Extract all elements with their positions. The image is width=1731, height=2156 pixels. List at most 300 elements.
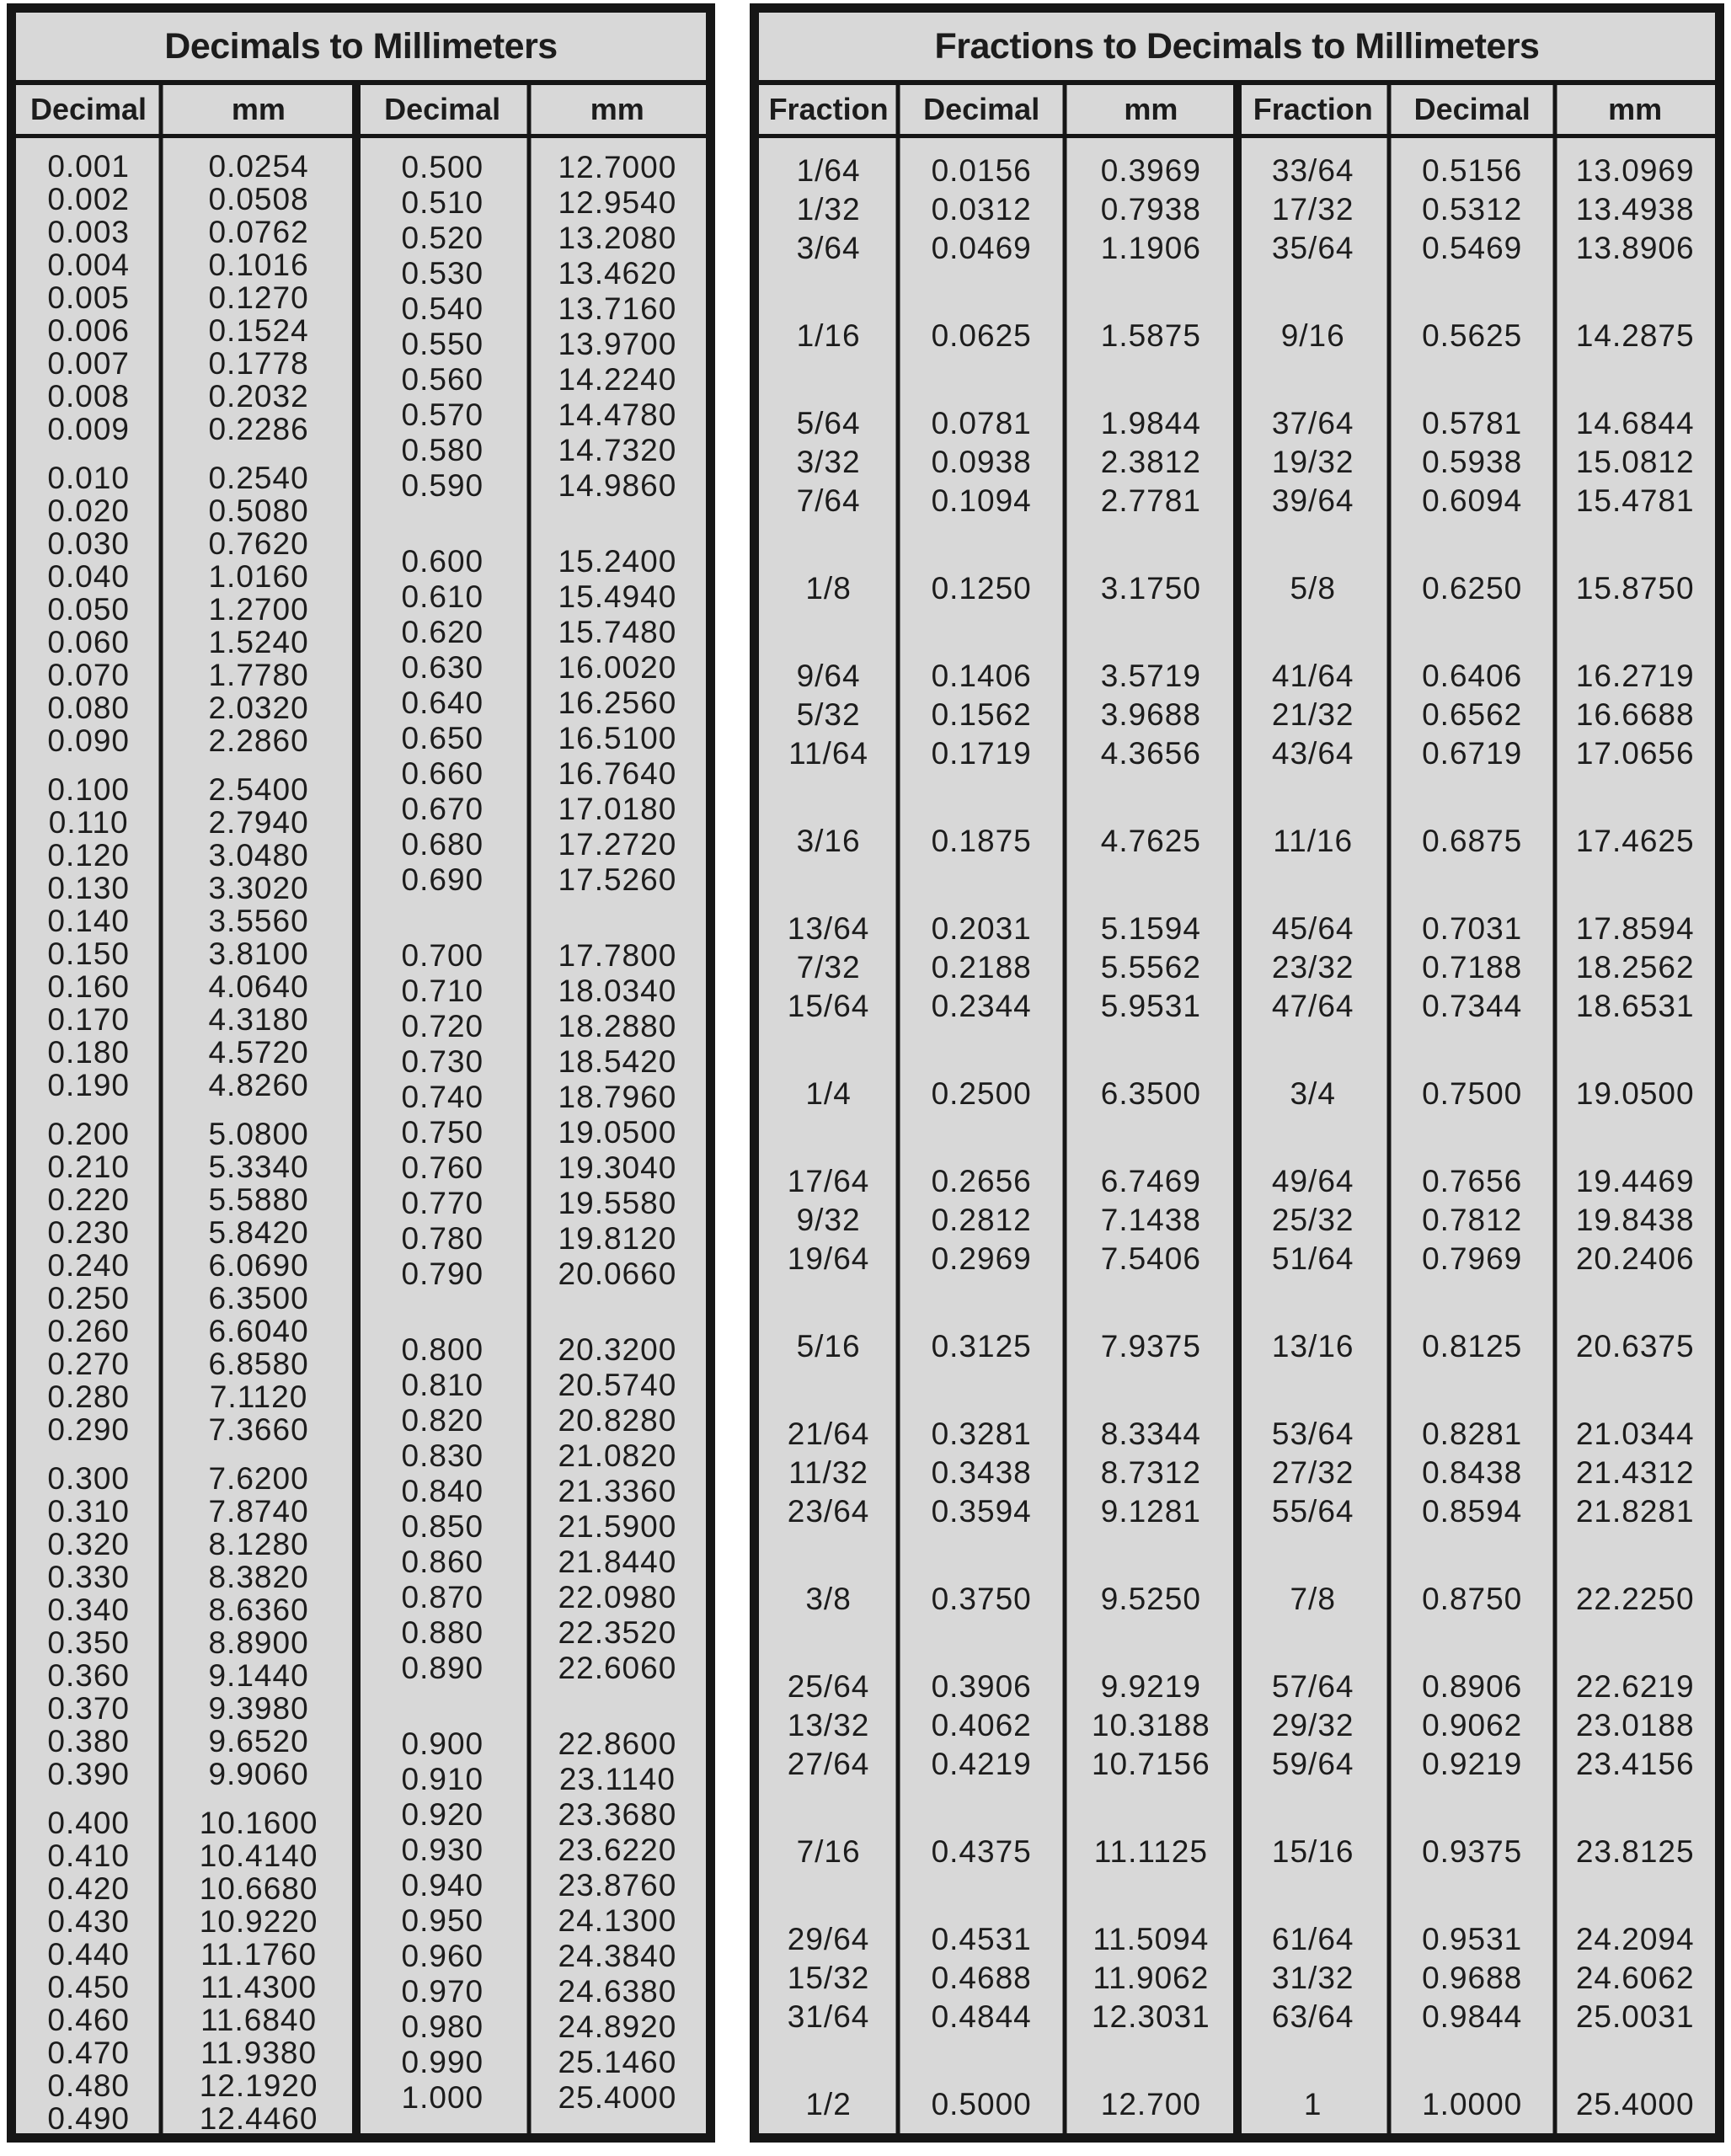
mm-value: 22.0980 — [558, 1580, 677, 1614]
table-grid — [759, 85, 1715, 2133]
row-block — [356, 1726, 706, 2116]
conversion-row — [16, 659, 356, 691]
mm-value: 13.8906 — [1575, 231, 1695, 265]
decimal-value: 0.1719 — [931, 736, 1032, 771]
mm-value: 11.1760 — [200, 1936, 318, 1972]
decimal-value: 0.040 — [47, 558, 130, 594]
decimal-value: 0.180 — [47, 1034, 130, 1070]
decimal-value: 0.990 — [401, 2045, 484, 2079]
fraction-value: 23/64 — [787, 1494, 870, 1529]
mm-value: 0.0762 — [208, 214, 309, 249]
fraction-value: 27/64 — [787, 1747, 870, 1781]
mm-value: 11.5094 — [1093, 1922, 1210, 1956]
conversion-row — [759, 1706, 1715, 1745]
mm-value: 9.1440 — [208, 1657, 309, 1693]
mm-value: 2.2860 — [208, 723, 309, 758]
conversion-row — [16, 1462, 356, 1495]
mm-value: 12.700 — [1100, 2087, 1201, 2121]
conversion-row — [16, 806, 356, 839]
conversion-row — [16, 314, 356, 347]
conversion-row — [356, 291, 706, 327]
conversion-row — [356, 1762, 706, 1797]
conversion-row — [356, 579, 706, 615]
decimal-value: 0.400 — [47, 1805, 130, 1840]
mm-value: 21.0344 — [1575, 1417, 1695, 1451]
fraction-value: 19/64 — [787, 1241, 870, 1276]
conversion-row — [16, 1003, 356, 1036]
mm-value: 1.5875 — [1100, 318, 1201, 353]
conversion-row — [16, 183, 356, 216]
column-header: Decimal — [1413, 92, 1531, 126]
fraction-value: 7/32 — [796, 950, 861, 985]
conversion-row — [16, 1938, 356, 1971]
conversion-row — [16, 527, 356, 560]
decimal-value: 0.0156 — [931, 153, 1032, 188]
decimal-value: 0.190 — [47, 1067, 130, 1102]
row-group — [759, 569, 1715, 608]
conversion-row — [759, 443, 1715, 482]
mm-value: 20.2406 — [1575, 1241, 1695, 1276]
decimal-value: 0.920 — [401, 1797, 484, 1832]
conversion-row — [759, 1075, 1715, 1113]
conversion-row — [16, 347, 356, 380]
decimal-value: 0.870 — [401, 1580, 484, 1614]
mm-value: 3.5560 — [208, 903, 309, 938]
mm-value: 5.9531 — [1100, 989, 1201, 1023]
fraction-value: 9/32 — [796, 1203, 861, 1237]
decimal-value: 0.500 — [401, 150, 484, 184]
conversion-row — [356, 1903, 706, 1939]
fraction-value: 7/64 — [796, 483, 861, 518]
mm-value: 3.8100 — [208, 936, 309, 971]
mm-value: 1.9844 — [1100, 406, 1201, 440]
conversion-row — [759, 987, 1715, 1026]
conversion-row — [16, 413, 356, 446]
fraction-value: 21/32 — [1271, 697, 1354, 732]
mm-value: 9.1281 — [1100, 1494, 1201, 1529]
fraction-value: 29/64 — [787, 1922, 870, 1956]
mm-value: 18.6531 — [1575, 989, 1695, 1023]
decimal-value: 0.6875 — [1422, 824, 1523, 858]
decimal-value: 0.140 — [47, 903, 130, 938]
mm-value: 0.2540 — [208, 460, 309, 495]
mm-value: 14.7320 — [558, 433, 677, 467]
decimal-value: 0.1562 — [931, 697, 1032, 732]
decimal-value: 0.3125 — [931, 1329, 1032, 1364]
decimal-value: 0.002 — [47, 181, 130, 216]
fraction-value: 19/32 — [1271, 445, 1354, 479]
decimal-value: 0.2969 — [931, 1241, 1032, 1276]
decimal-value: 0.240 — [47, 1247, 130, 1283]
mm-value: 0.0508 — [208, 181, 309, 216]
mm-value: 24.2094 — [1575, 1922, 1695, 1956]
mm-value: 17.5260 — [558, 862, 677, 897]
mm-value: 0.1778 — [208, 345, 309, 381]
fraction-value: 1/8 — [805, 571, 852, 606]
mm-value: 5.8420 — [208, 1214, 309, 1250]
mm-value: 11.4300 — [200, 1969, 318, 2004]
mm-value: 17.4625 — [1575, 824, 1695, 858]
mm-value: 12.1920 — [199, 2068, 318, 2103]
mm-value: 2.0320 — [208, 690, 309, 725]
decimal-value: 0.520 — [401, 221, 484, 255]
conversion-row — [356, 221, 706, 256]
decimal-value: 0.2031 — [931, 911, 1032, 946]
decimal-value: 0.970 — [401, 1974, 484, 2009]
mm-value: 23.3680 — [558, 1797, 677, 1832]
conversion-row — [759, 734, 1715, 773]
conversion-row — [356, 256, 706, 291]
mm-value: 15.2400 — [558, 544, 677, 579]
fraction-value: 15/16 — [1271, 1834, 1354, 1869]
mm-value: 12.9540 — [558, 185, 677, 220]
decimal-value: 0.9531 — [1422, 1922, 1523, 1956]
decimal-value: 0.670 — [401, 792, 484, 826]
mm-value: 18.0340 — [558, 974, 677, 1008]
conversion-row — [356, 1115, 706, 1150]
mm-value: 0.3969 — [1100, 153, 1201, 188]
conversion-row — [759, 482, 1715, 520]
fraction-value: 1/16 — [796, 318, 861, 353]
decimal-value: 0.660 — [401, 756, 484, 791]
conversion-row — [356, 938, 706, 974]
conversion-row — [16, 839, 356, 872]
mm-value: 14.9860 — [558, 468, 677, 503]
mm-value: 0.1270 — [208, 280, 309, 315]
mm-value: 15.8750 — [1575, 571, 1695, 606]
mm-value: 21.8440 — [558, 1545, 677, 1579]
mm-value: 12.4460 — [199, 2100, 318, 2133]
mm-value: 16.2719 — [1575, 659, 1695, 693]
decimal-value: 0.910 — [401, 1762, 484, 1796]
mm-value: 3.9688 — [1100, 697, 1201, 732]
decimal-value: 0.2188 — [931, 950, 1032, 985]
conversion-row — [356, 1797, 706, 1833]
mm-value: 21.3360 — [558, 1474, 677, 1508]
mm-value: 0.1016 — [208, 247, 309, 282]
mm-value: 20.8280 — [558, 1403, 677, 1438]
mm-value: 15.7480 — [558, 615, 677, 649]
conversion-row — [356, 1332, 706, 1368]
conversion-row — [759, 910, 1715, 948]
fraction-value: 49/64 — [1271, 1164, 1354, 1198]
mm-value: 7.1120 — [209, 1379, 308, 1414]
conversion-row — [356, 1150, 706, 1186]
mm-value: 3.3020 — [208, 870, 309, 905]
conversion-row — [16, 216, 356, 248]
mm-value: 18.2562 — [1575, 950, 1695, 985]
fraction-value: 21/64 — [787, 1417, 870, 1451]
mm-value: 6.6040 — [208, 1313, 309, 1348]
decimal-value: 0.950 — [401, 1903, 484, 1938]
decimal-value: 0.4062 — [931, 1708, 1032, 1742]
decimal-value: 0.060 — [47, 624, 130, 659]
decimal-value: 0.009 — [47, 411, 130, 446]
conversion-row — [16, 724, 356, 757]
fraction-value: 15/64 — [787, 989, 870, 1023]
fraction-value: 9/64 — [796, 659, 861, 693]
mm-value: 4.7625 — [1100, 824, 1201, 858]
decimal-value: 0.380 — [47, 1723, 130, 1758]
decimal-value: 0.450 — [47, 1969, 130, 2004]
fraction-value: 7/16 — [796, 1834, 861, 1869]
decimal-value: 0.080 — [47, 690, 130, 725]
decimal-value: 0.640 — [401, 686, 484, 720]
conversion-row — [356, 2080, 706, 2116]
mm-value: 23.8125 — [1575, 1834, 1695, 1869]
conversion-row — [356, 1726, 706, 1762]
conversion-row — [16, 150, 356, 183]
conversion-row — [759, 1580, 1715, 1619]
conversion-row — [759, 1998, 1715, 2036]
row-group — [759, 1415, 1715, 1531]
fraction-value: 25/32 — [1271, 1203, 1354, 1237]
fractions-to-decimals-to-mm-table — [750, 3, 1724, 2143]
decimal-value: 0.9062 — [1422, 1708, 1523, 1742]
conversion-row — [759, 1327, 1715, 1366]
conversion-row — [356, 362, 706, 398]
conversion-row — [759, 190, 1715, 229]
decimal-value: 0.1094 — [931, 483, 1032, 518]
row-block — [16, 773, 356, 1102]
decimal-value: 0.4844 — [931, 1999, 1032, 2034]
mm-value: 24.6062 — [1575, 1961, 1695, 1995]
conversion-row — [759, 1415, 1715, 1454]
mm-value: 1.5240 — [208, 624, 309, 659]
mm-value: 13.0969 — [1575, 153, 1695, 188]
conversion-row — [759, 229, 1715, 268]
mm-value: 4.5720 — [208, 1034, 309, 1070]
mm-value: 22.3520 — [558, 1615, 677, 1650]
decimal-value: 0.440 — [47, 1936, 130, 1972]
mm-value: 19.0500 — [1575, 1076, 1695, 1111]
conversion-row — [759, 569, 1715, 608]
table-title: Decimals to Millimeters — [164, 25, 558, 67]
decimal-value: 0.700 — [401, 938, 484, 973]
decimal-value: 0.720 — [401, 1009, 484, 1043]
mm-value: 17.0656 — [1575, 736, 1695, 771]
conversion-row — [356, 433, 706, 468]
conversion-row — [356, 1009, 706, 1044]
mm-value: 0.7620 — [208, 526, 309, 561]
decimal-value: 1.000 — [401, 2080, 484, 2115]
mm-value: 13.2080 — [558, 221, 677, 255]
decimal-value: 0.210 — [47, 1149, 130, 1184]
decimal-value: 0.5000 — [931, 2087, 1032, 2121]
conversion-row — [16, 1249, 356, 1282]
conversion-row — [16, 1118, 356, 1150]
fraction-value: 3/32 — [796, 445, 861, 479]
conversion-row — [16, 872, 356, 905]
mm-value: 1.2700 — [208, 591, 309, 627]
mm-value: 7.9375 — [1100, 1329, 1201, 1364]
mm-value: 19.4469 — [1575, 1164, 1695, 1198]
decimal-value: 0.100 — [47, 771, 130, 807]
conversion-row — [356, 327, 706, 362]
decimal-value: 0.2812 — [931, 1203, 1032, 1237]
decimal-value: 0.350 — [47, 1625, 130, 1660]
fraction-value: 39/64 — [1271, 483, 1354, 518]
conversion-row — [16, 773, 356, 806]
decimal-value: 0.4688 — [931, 1961, 1032, 1995]
mm-value: 10.4140 — [199, 1838, 318, 1873]
conversion-row — [356, 1651, 706, 1686]
decimal-value: 0.070 — [47, 657, 130, 692]
row-group — [759, 1580, 1715, 1619]
conversion-row — [16, 1150, 356, 1183]
conversion-row — [759, 317, 1715, 355]
conversion-row — [16, 281, 356, 314]
decimal-value: 0.5781 — [1422, 406, 1523, 440]
conversion-row — [16, 2004, 356, 2036]
fraction-value: 11/32 — [788, 1455, 868, 1490]
decimal-value: 0.0781 — [931, 406, 1032, 440]
conversion-row — [356, 1580, 706, 1615]
mm-value: 18.5420 — [558, 1044, 677, 1079]
conversion-row — [356, 1044, 706, 1080]
mm-value: 16.7640 — [558, 756, 677, 791]
conversion-row — [16, 1380, 356, 1413]
row-block — [356, 1332, 706, 1686]
fraction-value: 61/64 — [1271, 1922, 1354, 1956]
mm-value: 12.3031 — [1091, 1999, 1210, 2034]
mm-value: 4.3656 — [1100, 736, 1201, 771]
conversion-row — [16, 1839, 356, 1872]
decimal-value: 0.880 — [401, 1615, 484, 1650]
decimal-value: 0.5312 — [1422, 192, 1523, 227]
fraction-value: 25/64 — [787, 1669, 870, 1704]
conversion-row — [356, 2045, 706, 2080]
decimal-value: 0.300 — [47, 1460, 130, 1496]
decimal-value: 0.900 — [401, 1726, 484, 1761]
fraction-value: 45/64 — [1271, 911, 1354, 946]
decimal-value: 0.5625 — [1422, 318, 1523, 353]
decimal-value: 0.610 — [401, 579, 484, 614]
conversion-row — [759, 1454, 1715, 1492]
mm-value: 2.7940 — [208, 804, 309, 840]
mm-value: 21.8281 — [1575, 1494, 1695, 1529]
conversion-row — [16, 380, 356, 413]
conversion-row — [16, 1725, 356, 1758]
conversion-row — [16, 1069, 356, 1102]
decimal-value: 0.680 — [401, 827, 484, 862]
mm-value: 16.0020 — [558, 650, 677, 685]
conversion-row — [16, 1282, 356, 1315]
decimal-value: 0.580 — [401, 433, 484, 467]
decimal-value: 0.030 — [47, 526, 130, 561]
column-header: mm — [1608, 92, 1663, 126]
decimal-value: 0.650 — [401, 721, 484, 755]
fraction-value: 31/32 — [1271, 1961, 1354, 1995]
decimal-value: 0.3438 — [931, 1455, 1032, 1490]
decimal-value: 0.8906 — [1422, 1669, 1523, 1704]
mm-value: 17.0180 — [558, 792, 677, 826]
decimal-value: 0.930 — [401, 1833, 484, 1867]
conversion-row — [16, 937, 356, 970]
column-header: mm — [231, 92, 286, 126]
conversion-row — [16, 626, 356, 659]
conversion-row — [356, 468, 706, 504]
conversion-row — [16, 970, 356, 1003]
row-block — [16, 462, 356, 757]
mm-value: 19.8438 — [1575, 1203, 1695, 1237]
row-block — [16, 1806, 356, 2133]
row-group — [759, 822, 1715, 861]
mm-value: 8.8900 — [208, 1625, 309, 1660]
mm-value: 7.6200 — [208, 1460, 309, 1496]
mm-value: 8.3820 — [208, 1559, 309, 1594]
decimal-value: 0.010 — [47, 460, 130, 495]
fraction-value: 31/64 — [787, 1999, 870, 2034]
conversion-row — [356, 1403, 706, 1438]
decimal-value: 0.760 — [401, 1150, 484, 1185]
conversion-row — [356, 721, 706, 756]
decimal-value: 0.420 — [47, 1870, 130, 1906]
conversion-row — [16, 905, 356, 937]
mm-value: 20.3200 — [558, 1332, 677, 1367]
decimal-value: 0.9219 — [1422, 1747, 1523, 1781]
mm-value: 22.2250 — [1575, 1582, 1695, 1616]
decimal-value: 0.3750 — [931, 1582, 1032, 1616]
left-header-row — [16, 85, 706, 138]
decimal-value: 0.6719 — [1422, 736, 1523, 771]
mm-value: 11.9062 — [1093, 1961, 1210, 1995]
mm-value: 17.2720 — [558, 827, 677, 862]
decimal-value: 0.8750 — [1422, 1582, 1523, 1616]
decimal-value: 0.090 — [47, 723, 130, 758]
decimal-value: 0.280 — [47, 1379, 130, 1414]
decimal-value: 0.8125 — [1422, 1329, 1523, 1364]
fraction-value: 13/64 — [787, 911, 870, 946]
fraction-value: 41/64 — [1271, 659, 1354, 693]
conversion-row — [16, 248, 356, 281]
conversion-row — [356, 1545, 706, 1580]
decimal-value: 0.5156 — [1422, 153, 1523, 188]
column-header: Decimal — [384, 92, 501, 126]
mm-value: 14.2240 — [558, 362, 677, 397]
decimal-value: 0.620 — [401, 615, 484, 649]
decimal-value: 0.7344 — [1422, 989, 1523, 1023]
decimal-value: 0.5938 — [1422, 445, 1523, 479]
fraction-value: 35/64 — [1271, 231, 1354, 265]
decimal-value: 0.9844 — [1422, 1999, 1523, 2034]
mm-value: 25.0031 — [1575, 1999, 1695, 2034]
decimal-value: 0.560 — [401, 362, 484, 397]
fraction-value: 1/32 — [796, 192, 861, 227]
decimal-value: 0.050 — [47, 591, 130, 627]
mm-value: 19.5580 — [558, 1186, 677, 1220]
conversion-row — [16, 1528, 356, 1561]
left-table-body — [16, 138, 706, 2133]
mm-value: 18.7960 — [558, 1080, 677, 1114]
row-block — [356, 544, 706, 898]
mm-value: 2.7781 — [1100, 483, 1201, 518]
mm-value: 1.0160 — [208, 558, 309, 594]
conversion-row — [16, 1659, 356, 1692]
mm-value: 7.1438 — [1100, 1203, 1201, 1237]
mm-value: 4.3180 — [208, 1001, 309, 1037]
decimal-value: 0.6562 — [1422, 697, 1523, 732]
conversion-row — [16, 1758, 356, 1790]
row-group — [759, 1162, 1715, 1278]
decimal-value: 0.820 — [401, 1403, 484, 1438]
mm-value: 8.6360 — [208, 1592, 309, 1627]
conversion-row — [356, 1080, 706, 1115]
decimal-value: 0.540 — [401, 291, 484, 326]
decimal-value: 0.8281 — [1422, 1417, 1523, 1451]
mm-value: 22.6219 — [1575, 1669, 1695, 1704]
decimal-value: 0.7969 — [1422, 1241, 1523, 1276]
